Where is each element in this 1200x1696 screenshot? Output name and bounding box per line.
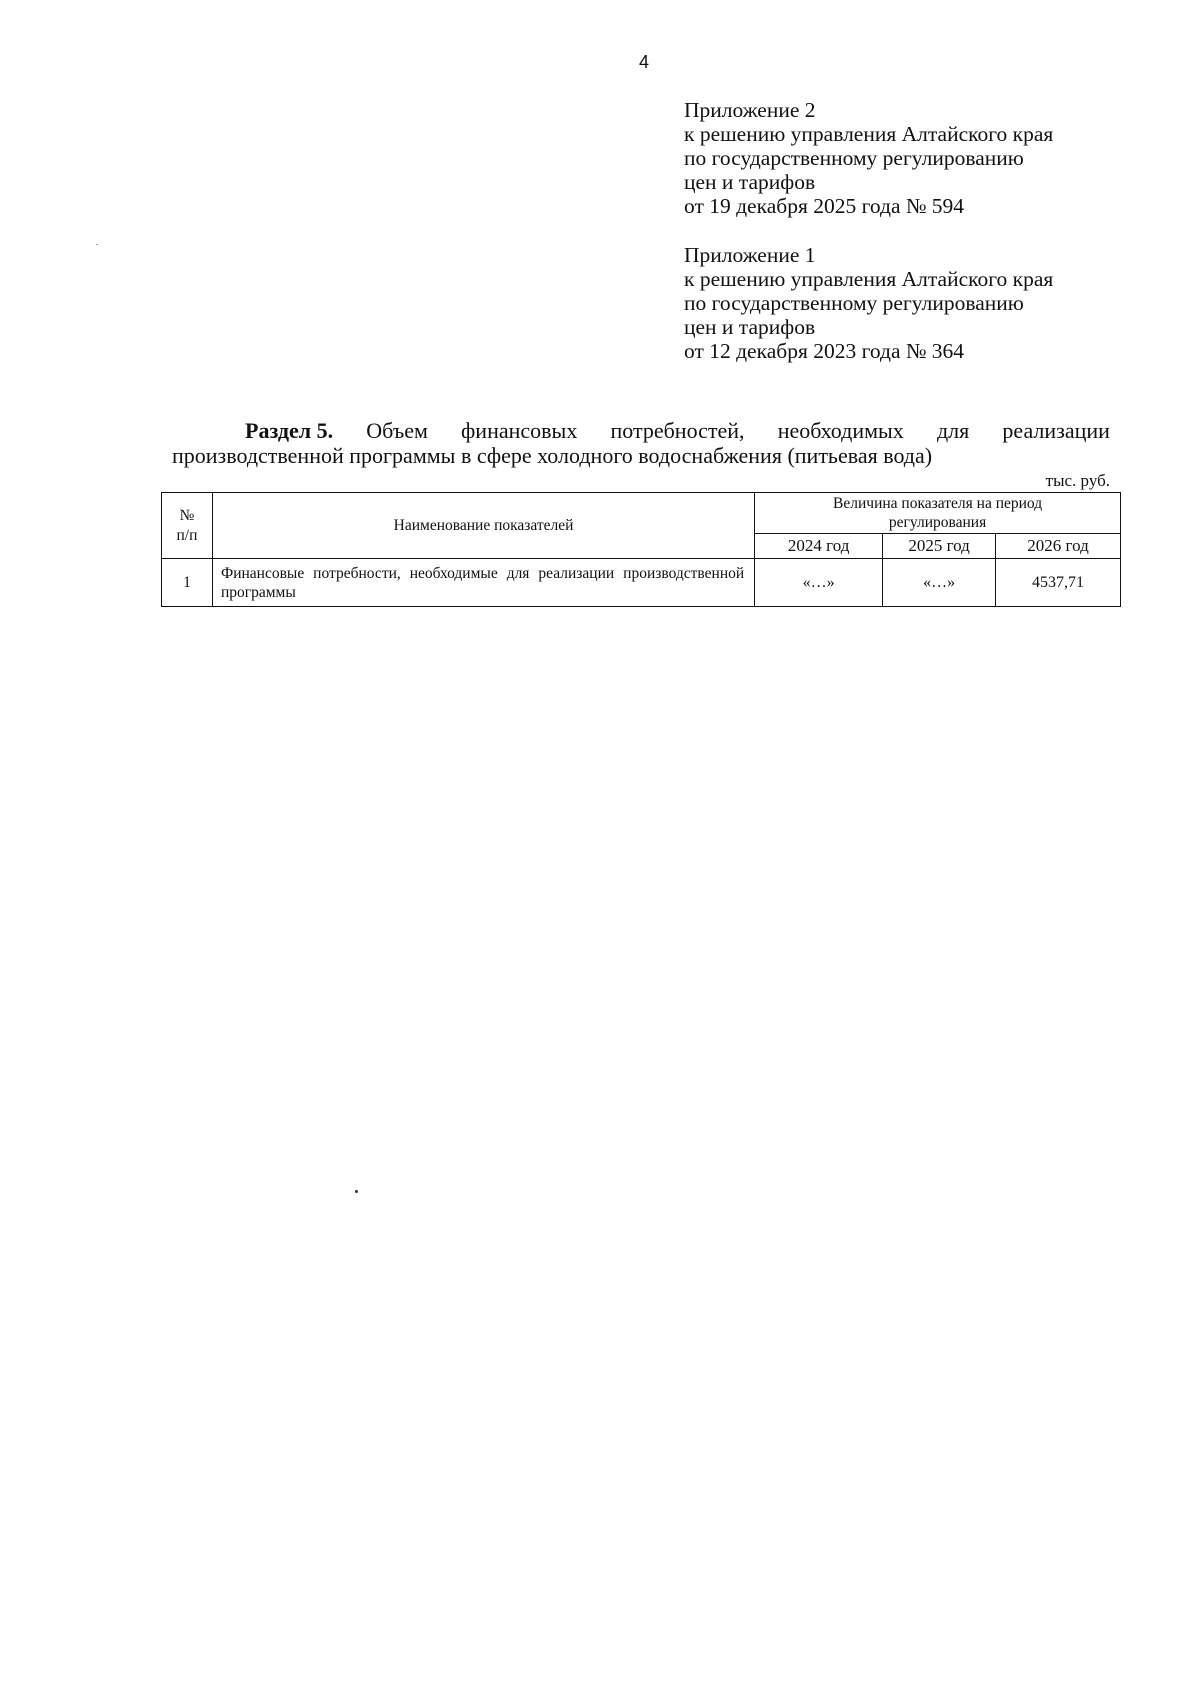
heading-word: для [936, 418, 970, 443]
header-num-text: № п/п [176, 506, 198, 544]
appendix-1-line: по государственному регулированию [684, 291, 1024, 315]
appendix-1-block [684, 243, 1144, 363]
section-heading [172, 418, 1110, 468]
appendix-1-line: к решению управления Алтайского края [684, 267, 1054, 291]
header-year-2026: 2026 год [996, 534, 1121, 559]
section-heading-line2: производственной программы в сфере холодного водоснабжения (питьевая вода) [172, 443, 933, 468]
page-number: 4 [638, 52, 649, 72]
scan-speck [96, 244, 98, 245]
header-period-text: Величина показателя на период регулирования [833, 495, 1043, 531]
scan-dot [355, 1190, 358, 1193]
heading-word: финансовых [461, 418, 578, 443]
row-value-2024: «…» [755, 559, 883, 607]
heading-word: Объем [366, 418, 428, 443]
units-label: тыс. руб. [1045, 471, 1110, 490]
finance-table [161, 492, 1121, 607]
heading-word: реализации [1002, 418, 1110, 443]
section-label: Раздел 5. [245, 418, 334, 443]
heading-word: необходимых [777, 418, 904, 443]
table-row [162, 559, 1121, 607]
header-period [755, 493, 1121, 534]
header-num [162, 493, 213, 559]
appendix-2-date: от 19 декабря 2025 года № 594 [684, 194, 964, 218]
header-year-2025: 2025 год [883, 534, 996, 559]
appendix-1-title: Приложение 1 [684, 243, 816, 267]
table-header-row [162, 493, 1121, 534]
header-name: Наименование показателей [212, 493, 754, 559]
header-year-2024: 2024 год [755, 534, 883, 559]
appendix-2-title: Приложение 2 [684, 98, 816, 122]
appendix-2-block [684, 98, 1144, 218]
row-name: Финансовые потребности, необходимые для реализации производственной программы [212, 559, 754, 607]
row-value-2026: 4537,71 [996, 559, 1121, 607]
row-num: 1 [162, 559, 213, 607]
appendix-1-date: от 12 декабря 2023 года № 364 [684, 339, 964, 363]
appendix-2-line: цен и тарифов [684, 170, 816, 194]
section-heading-line1 [172, 418, 1110, 443]
heading-word: потребностей, [610, 418, 745, 443]
appendix-2-line: к решению управления Алтайского края [684, 122, 1054, 146]
appendix-1-line: цен и тарифов [684, 315, 816, 339]
row-value-2025: «…» [883, 559, 996, 607]
appendix-2-line: по государственному регулированию [684, 146, 1024, 170]
